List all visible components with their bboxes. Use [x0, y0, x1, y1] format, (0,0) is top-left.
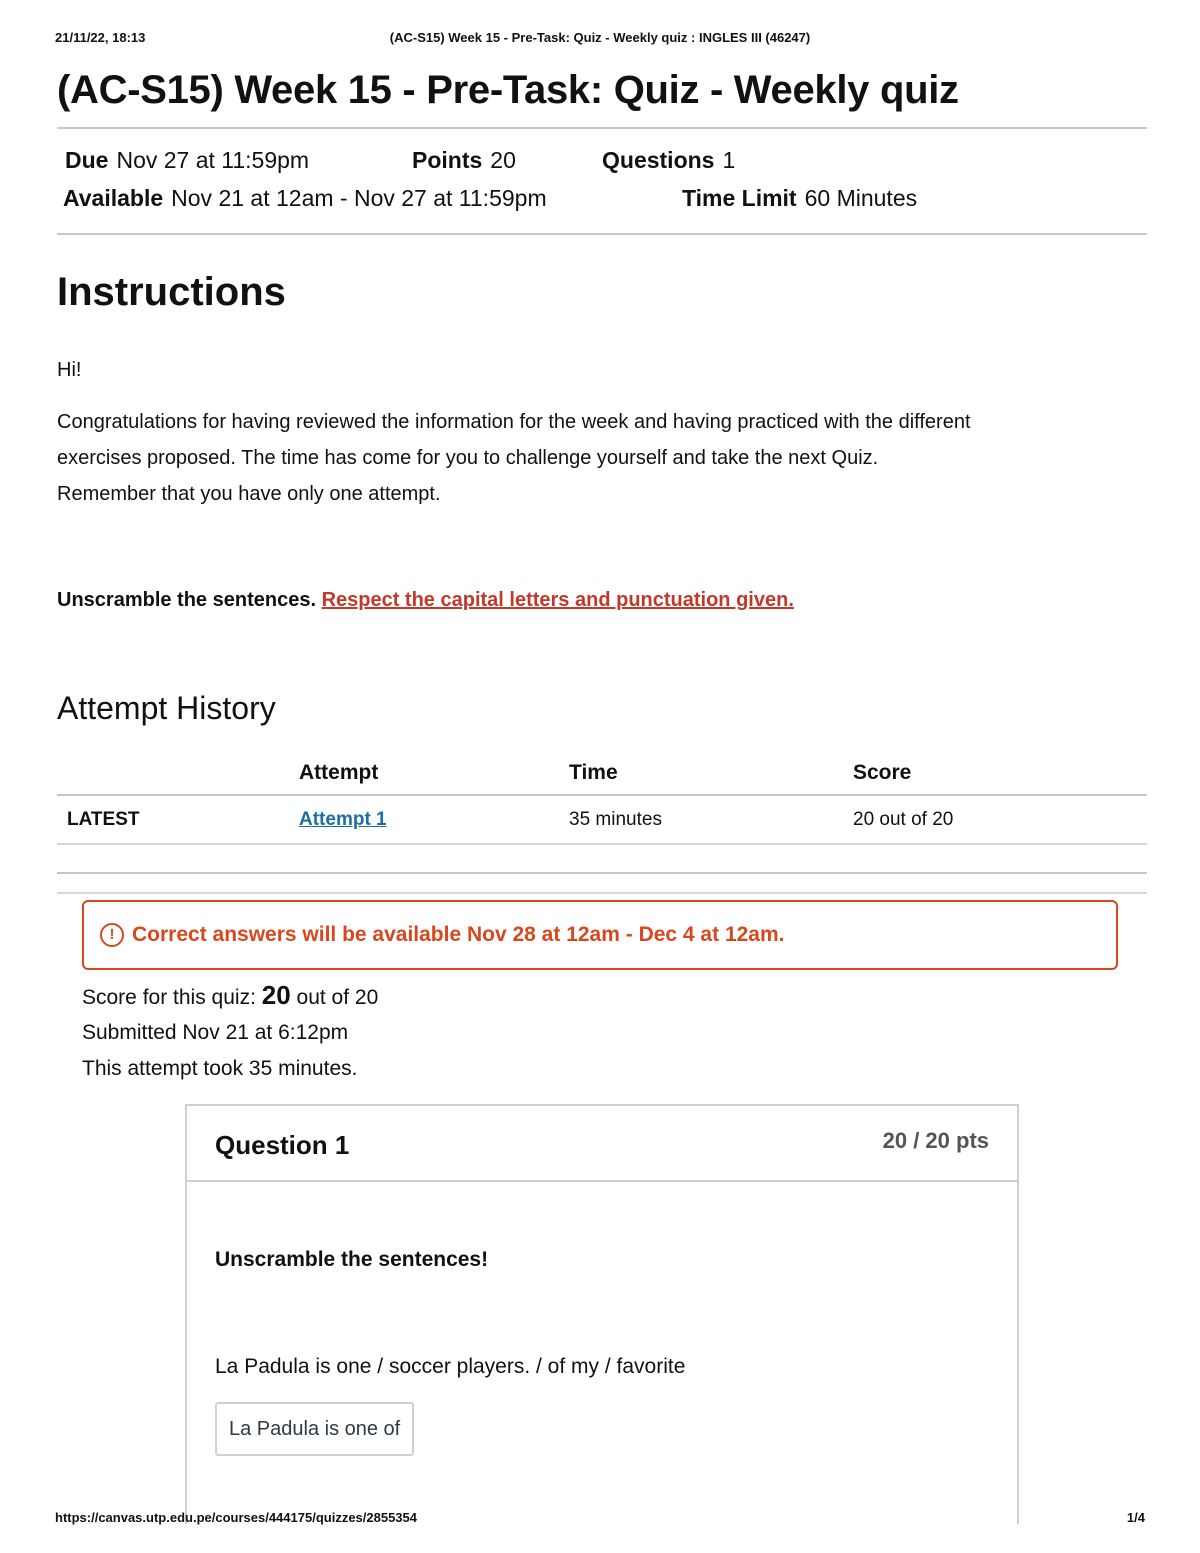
score-prefix: Score for this quiz: [82, 986, 256, 1009]
latest-tag: LATEST [57, 795, 299, 844]
question-title: Question 1 [215, 1130, 350, 1160]
quiz-meta [57, 129, 1147, 233]
question-instruction: Unscramble the sentences! [215, 1248, 489, 1271]
column-header-score: Score [853, 752, 1147, 795]
attempt-duration: This attempt took 35 minutes. [82, 1057, 358, 1080]
print-date: 21/11/22, 18:13 [55, 30, 146, 45]
score-summary [82, 980, 378, 1011]
table-row-empty [57, 844, 1147, 893]
greeting-text: Hi! [57, 359, 82, 381]
available-info [63, 185, 547, 212]
points-info [412, 147, 516, 174]
time-limit-label: Time Limit [682, 185, 797, 211]
question-points: 20 / 20 pts [882, 1128, 989, 1153]
question-prompt: La Padula is one / soccer players. / of my / favorite [215, 1355, 686, 1378]
column-header-attempt: Attempt [299, 752, 569, 795]
column-header-tag [57, 752, 299, 795]
questions-label: Questions [602, 147, 715, 173]
instructions-greeting [57, 352, 1147, 388]
attempt-time: 35 minutes [569, 795, 853, 844]
column-header-time: Time [569, 752, 853, 795]
points-value: 20 [490, 147, 516, 173]
due-label: Due [65, 147, 109, 173]
table-header-row [57, 752, 1147, 795]
unscramble-note [57, 582, 1147, 618]
alert-text: Correct answers will be available Nov 28 at 12am - Dec 4 at 12am. [132, 923, 785, 946]
warning-icon: ! [100, 923, 124, 947]
available-value: Nov 21 at 12am - Nov 27 at 11:59pm [171, 185, 547, 211]
print-header [55, 30, 1145, 50]
print-footer [55, 1510, 1145, 1530]
due-value: Nov 27 at 11:59pm [116, 147, 310, 173]
capital-letters-link[interactable]: Respect the capital letters and punctuation given. [321, 589, 794, 611]
score-suffix: out of 20 [296, 986, 379, 1009]
page-number: 1/4 [1126, 1510, 1145, 1525]
score-value: 20 [261, 980, 291, 1010]
unscramble-bold-text: Unscramble the sentences. [57, 589, 316, 611]
paragraph-line-2: exercises proposed. The time has come for you to challenge yourself and take the next Quiz. [57, 447, 879, 469]
points-label: Points [412, 147, 483, 173]
quiz-content [57, 62, 1147, 1440]
time-limit-value: 60 Minutes [804, 185, 918, 211]
paragraph-line-3: Remember that you have only one attempt. [57, 483, 441, 505]
due-info [65, 147, 309, 174]
instructions-heading: Instructions [57, 270, 286, 314]
attempt-history-heading: Attempt History [57, 690, 276, 726]
question-header [187, 1106, 1017, 1182]
attempt-1-link[interactable]: Attempt 1 [299, 808, 387, 830]
table-row [57, 795, 1147, 844]
question-card [185, 1104, 1019, 1524]
submitted-info: Submitted Nov 21 at 6:12pm [82, 1021, 349, 1044]
paragraph-line-1: Congratulations for having reviewed the information for the week and having practiced with the different [57, 411, 971, 433]
page-title: (AC-S15) Week 15 - Pre-Task: Quiz - Weekly quiz [57, 68, 959, 112]
history-divider [57, 872, 1147, 874]
print-document-title: (AC-S15) Week 15 - Pre-Task: Quiz - Weekly quiz : INGLES III (46247) [389, 30, 811, 45]
correct-answers-alert [82, 900, 1118, 970]
questions-value: 1 [722, 147, 736, 173]
available-label: Available [63, 185, 164, 211]
meta-divider [57, 233, 1147, 235]
attempt-score: 20 out of 20 [853, 795, 1147, 844]
instructions-paragraph [57, 404, 1147, 512]
print-url: https://canvas.utp.edu.pe/courses/444175/quizzes/2855354 [55, 1510, 417, 1525]
questions-info [602, 147, 735, 174]
time-limit-info [682, 185, 917, 212]
answer-box[interactable]: La Padula is one of [215, 1402, 414, 1456]
